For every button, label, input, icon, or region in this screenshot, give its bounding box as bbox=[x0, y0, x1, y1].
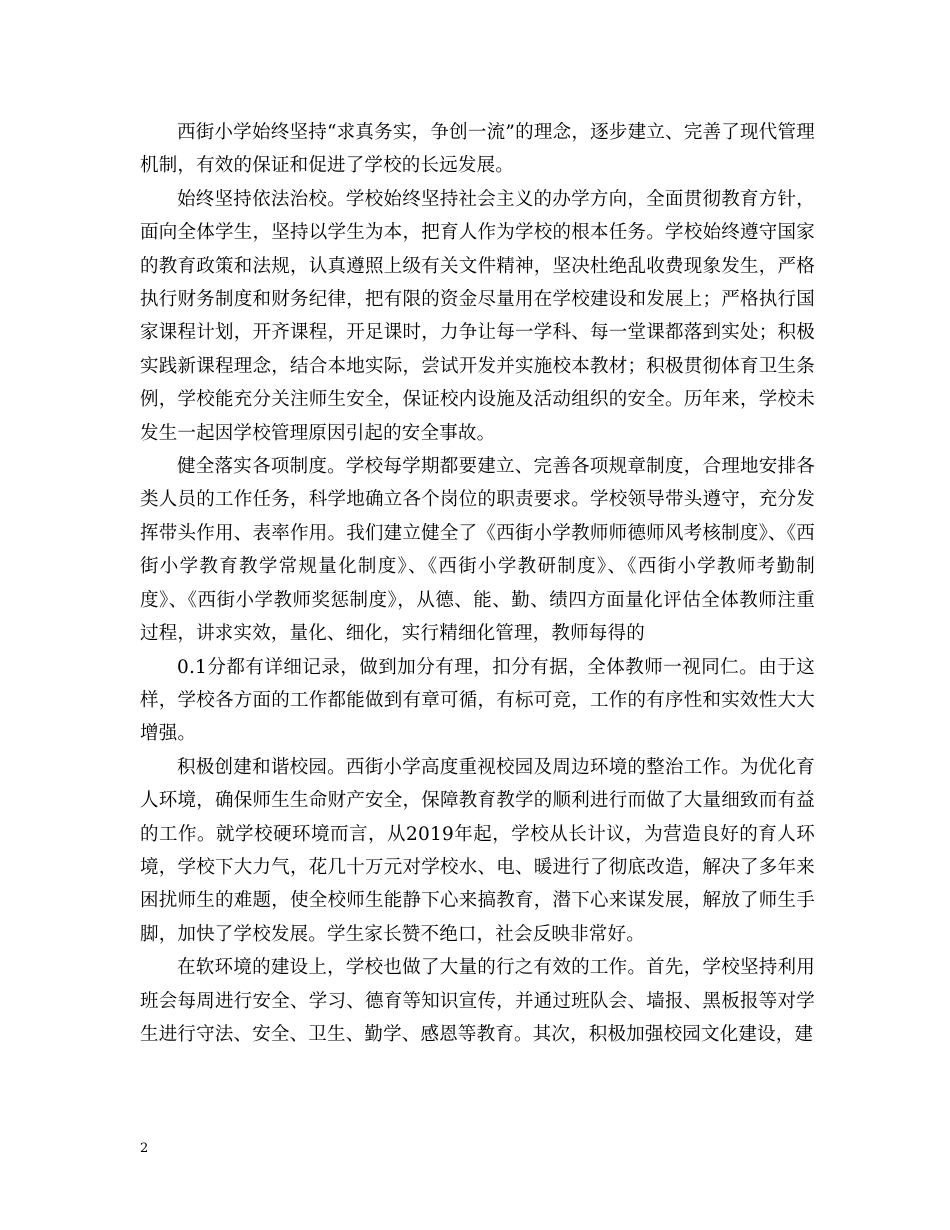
paragraph-harmonious-campus: 积极创建和谐校园。西街小学高度重视校园及周边环境的整治工作。为优化育人环境，确保师生生命财产安全，保障教育教学的顺利进行而做了大量细致而有益的工作。就学校硬环境而言，从2019年起，学校从长计议，为营造良好的育人环境，学校下大力气，花几十万元对学校水、电、暖进行了彻底改造，解决了多年来困扰师生的难题，使全校师生能静下心来搞教育，潜下心来谋发展，解放了师生手脚，加快了学校发展。学生家长赞不绝口，社会反映非常好。 bbox=[140, 756, 815, 945]
paragraph-rule-of-law: 始终坚持依法治校。学校始终坚持社会主义的办学方向，全面贯彻教育方针，面向全体学生，坚持以学生为本，把育人作为学校的根本任务。学校始终遵守国家的教育政策和法规，认真遵照上级有关文件精神，坚决杜绝乱收费现象发生，严格执行财务制度和财务纪律，把有限的资金尽量用在学校建设和发展上；严格执行国家课程计划，开齐课程，开足课时，力争让每一学科、每一堂课都落到实处；积极实践新课程理念，结合本地实际，尝试开发并实施校本教材；积极贯彻体育卫生条例，学校能充分关注师生安全，保证校内设施及活动组织的安全。历年来，学校未发生一起因学校管理原因引起的安全事故。 bbox=[140, 188, 815, 444]
paragraph-soft-environment: 在软环境的建设上，学校也做了大量的行之有效的工作。首先，学校坚持利用班会每周进行安全、学习、德育等知识宣传，并通过班队会、墙报、黑板报等对学生进行守法、安全、卫生、勤学、感恩等教育。其次，积极加强校园文化建设，建 bbox=[140, 957, 815, 1045]
document-body bbox=[140, 116, 815, 1051]
paragraph-scoring: 0.1分都有详细记录，做到加分有理，扣分有据，全体教师一视同仁。由于这样，学校各方面的工作都能做到有章可循，有标可竞，工作的有序性和实效性大大增强。 bbox=[140, 656, 815, 745]
paragraph-regulations: 健全落实各项制度。学校每学期都要建立、完善各项规章制度，合理地安排各类人员的工作任务，科学地确立各个岗位的职责要求。学校领导带头遵守，充分发挥带头作用、表率作用。我们建立健全了《西街小学教师师德师风考核制度》、《西街小学教育教学常规量化制度》、《西街小学教研制度》、《西街小学教师考勤制度》、《西街小学教师奖惩制度》，从德、能、勤、绩四方面量化评估全体教师注重过程，讲求实效，量化、细化，实行精细化管理，教师每得的 bbox=[140, 456, 815, 645]
paragraph-intro: 西街小学始终坚持“求真务实，争创一流”的理念，逐步建立、完善了现代管理机制，有效的保证和促进了学校的长远发展。 bbox=[140, 122, 815, 177]
page-number: 2 bbox=[140, 1141, 149, 1156]
